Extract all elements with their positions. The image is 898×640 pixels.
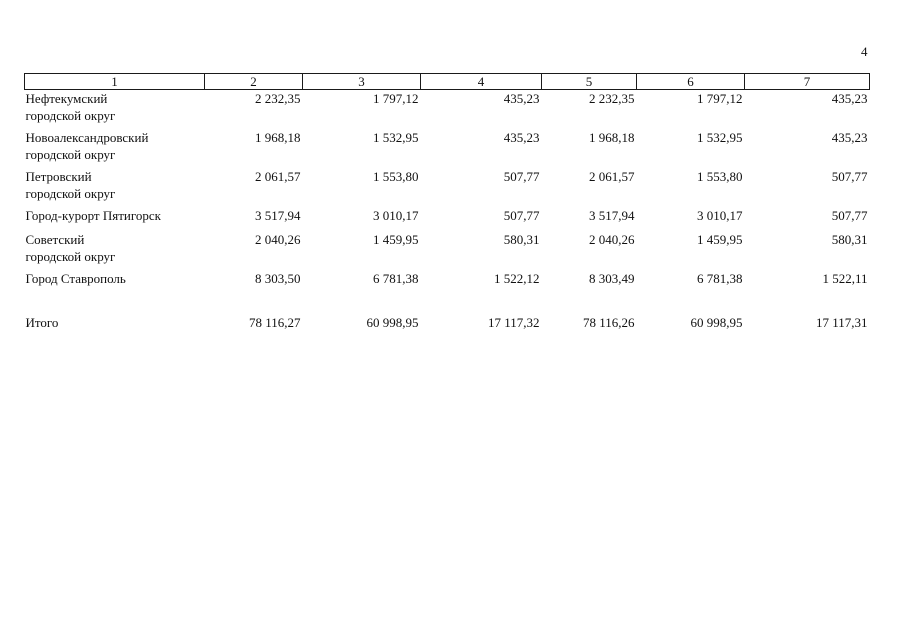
- cell-value: 435,23: [503, 91, 540, 106]
- cell-value: 3 010,17: [697, 208, 743, 223]
- cell-value: 3 517,94: [255, 208, 301, 223]
- cell-value: 2 061,57: [255, 169, 301, 184]
- cell-value: 6 781,38: [373, 271, 419, 286]
- column-header-1: 1: [25, 74, 205, 90]
- cell-value: 435,23: [503, 130, 540, 145]
- row-name-line: Новоалександровский: [25, 130, 149, 145]
- cell-value: 1 968,18: [255, 130, 301, 145]
- total-row: [25, 314, 870, 336]
- table-row: [25, 90, 870, 130]
- cell-value: 3 517,94: [589, 208, 635, 223]
- row-name: [25, 129, 205, 168]
- total-value: 60 998,95: [690, 315, 743, 330]
- cell-value: 1 522,11: [822, 271, 868, 286]
- table-row: [25, 129, 870, 168]
- cell-value: 435,23: [831, 130, 868, 145]
- cell-value: 1 532,95: [697, 130, 743, 145]
- cell-value: 1 522,12: [494, 271, 540, 286]
- table-row: [25, 207, 870, 231]
- column-header-5: 5: [542, 74, 637, 90]
- row-name: [25, 270, 205, 294]
- cell-value: 1 459,95: [697, 232, 743, 247]
- table-row: [25, 231, 870, 270]
- cell-value: 3 010,17: [373, 208, 419, 223]
- row-name-line: Город Ставрополь: [25, 271, 126, 286]
- cell-value: 2 040,26: [255, 232, 301, 247]
- row-name-line: городской округ: [25, 249, 116, 264]
- cell-value: 6 781,38: [697, 271, 743, 286]
- cell-value: 580,31: [503, 232, 540, 247]
- row-name-line: городской округ: [25, 147, 116, 162]
- spacer-row: [25, 294, 870, 314]
- row-name-line: Советский: [25, 232, 85, 247]
- cell-value: 1 968,18: [589, 130, 635, 145]
- cell-value: 435,23: [831, 91, 868, 106]
- cell-value: 1 797,12: [697, 91, 743, 106]
- cell-value: 8 303,49: [589, 271, 635, 286]
- column-header-4: 4: [421, 74, 542, 90]
- row-name-line: городской округ: [25, 186, 116, 201]
- row-name-line: Нефтекумский: [25, 91, 108, 106]
- row-name-line: Петровский: [25, 169, 92, 184]
- total-value: 17 117,31: [815, 315, 868, 330]
- row-name: [25, 168, 205, 207]
- cell-value: 1 553,80: [373, 169, 419, 184]
- page-number: 4: [861, 44, 868, 59]
- row-name: [25, 207, 205, 231]
- total-value: 78 116,27: [248, 315, 301, 330]
- column-header-6: 6: [637, 74, 745, 90]
- cell-value: 507,77: [503, 208, 540, 223]
- spacer-cell: [25, 294, 870, 314]
- cell-value: 1 797,12: [373, 91, 419, 106]
- cell-value: 1 532,95: [373, 130, 419, 145]
- cell-value: 2 232,35: [255, 91, 301, 106]
- total-value: 78 116,26: [582, 315, 635, 330]
- cell-value: 507,77: [503, 169, 540, 184]
- cell-value: 507,77: [831, 208, 868, 223]
- table-row: [25, 270, 870, 294]
- data-table: [24, 73, 870, 336]
- cell-value: 1 459,95: [373, 232, 419, 247]
- row-name: [25, 231, 205, 270]
- row-name-line: Город-курорт Пятигорск: [25, 208, 161, 223]
- column-header-7: 7: [745, 74, 870, 90]
- cell-value: 1 553,80: [697, 169, 743, 184]
- table-row: [25, 168, 870, 207]
- cell-value: 507,77: [831, 169, 868, 184]
- row-name-line: городской округ: [25, 108, 116, 123]
- cell-value: 580,31: [831, 232, 868, 247]
- column-header-3: 3: [303, 74, 421, 90]
- cell-value: 2 040,26: [589, 232, 635, 247]
- column-header-2: 2: [205, 74, 303, 90]
- total-value: 17 117,32: [487, 315, 540, 330]
- header-row: [25, 74, 870, 90]
- cell-value: 8 303,50: [255, 271, 301, 286]
- row-name: [25, 90, 205, 130]
- total-value: 60 998,95: [366, 315, 419, 330]
- cell-value: 2 232,35: [589, 91, 635, 106]
- total-label: Итого: [25, 315, 59, 330]
- cell-value: 2 061,57: [589, 169, 635, 184]
